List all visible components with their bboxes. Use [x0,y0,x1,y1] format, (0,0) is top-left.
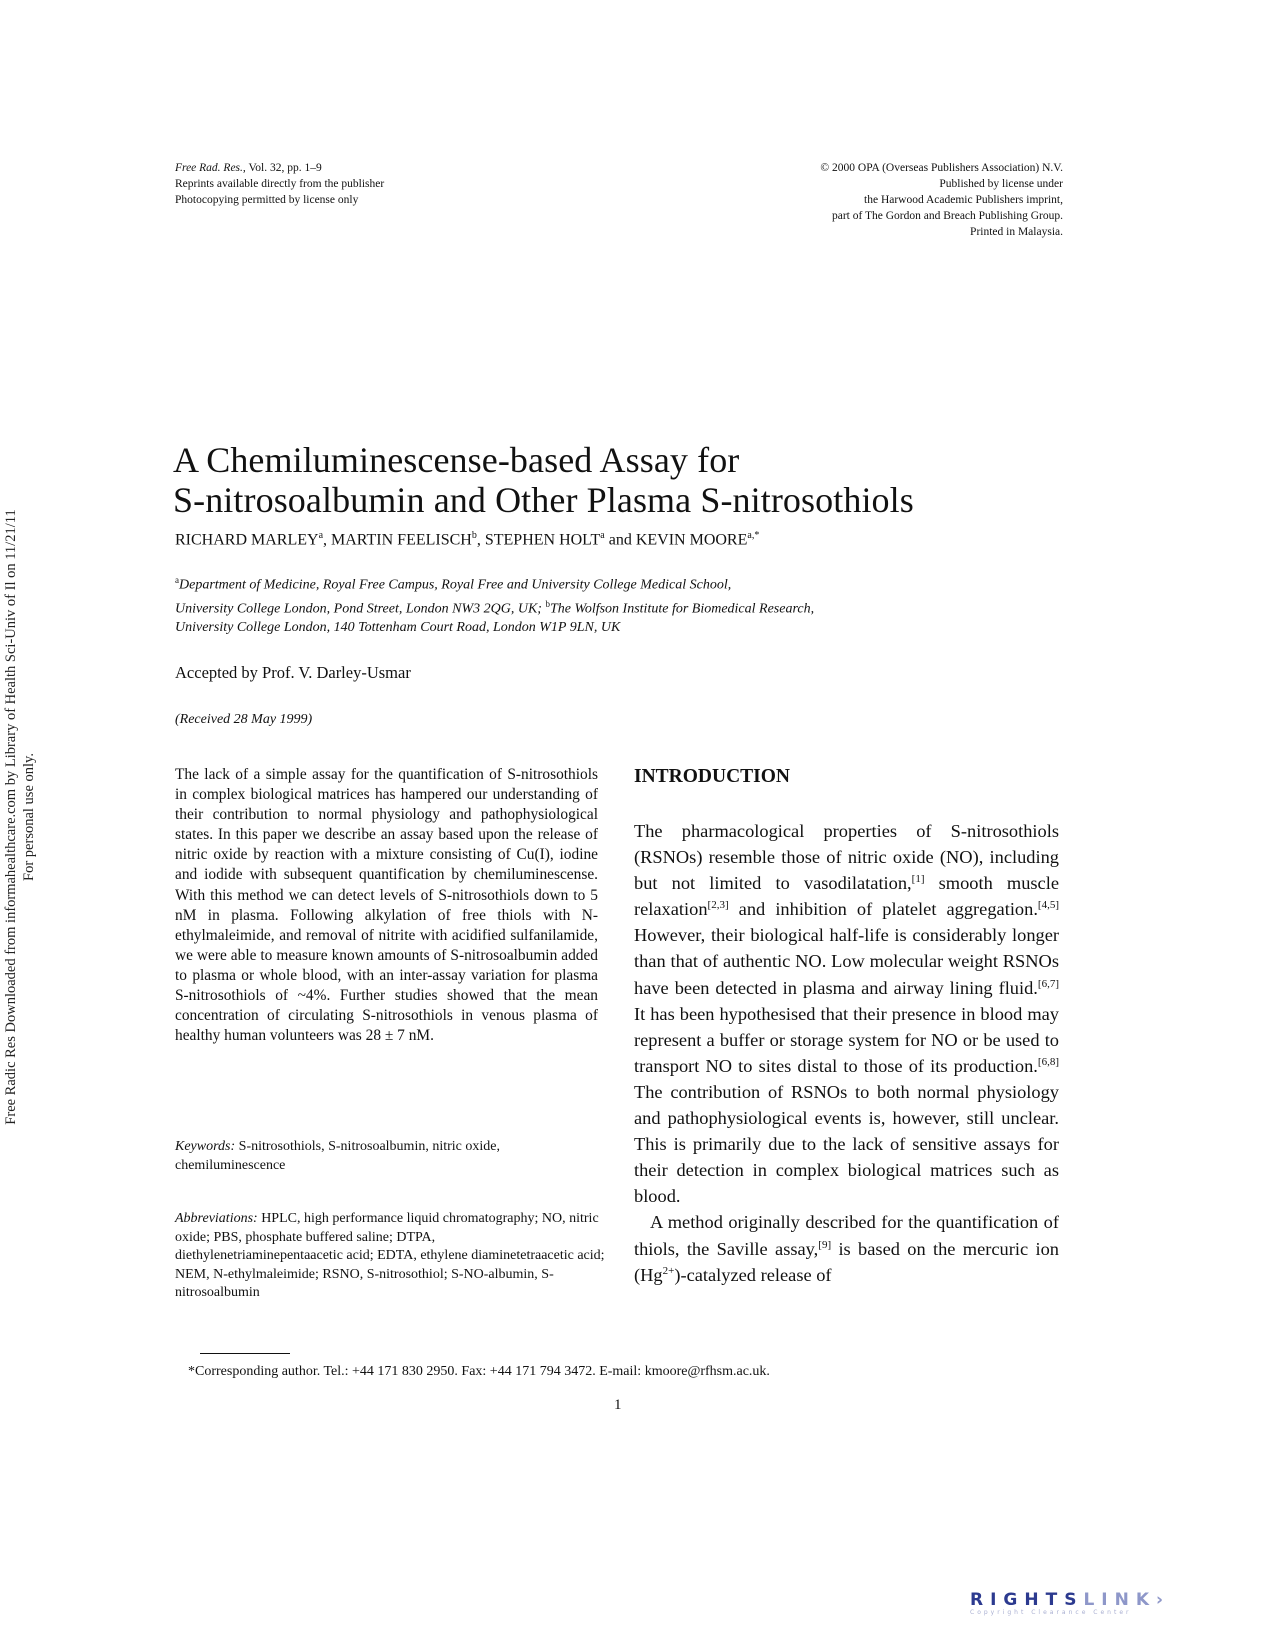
author-affiliation-mark: a,* [747,530,760,541]
affiliation-line: Department of Medicine, Royal Free Campus, Royal Free and University College Medical School, [179,577,732,593]
printed-in-line: Printed in Malaysia. [970,226,1063,238]
citation-ref: [2,3] [707,899,729,912]
photocopy-note: Photocopying permitted by license only [175,194,359,206]
journal-name: Free Rad. Res., [175,162,246,174]
author: STEPHEN HOLT [484,531,601,549]
paragraph [634,1209,1059,1287]
author-separator: , [323,531,332,549]
ion-charge: 2+ [662,1264,675,1277]
affiliation-line: University College London, Pond Street, London NW3 2QG, UK; [175,601,546,617]
abbreviations [175,1210,605,1303]
publisher-line: the Harwood Academic Publishers imprint, [864,194,1063,206]
publisher-line: part of The Gordon and Breach Publishing Group. [831,210,1063,222]
author: KEVIN MOORE [635,531,748,549]
author-list [175,530,759,549]
author-separator: and [604,531,636,549]
affiliations [175,571,814,637]
abbreviations-text: HPLC, high performance liquid chromatography; NO, nitric oxide; PBS, phosphate buffered saline; DTPA, diethylenetriaminepentaacetic acid; EDTA, ethylene diaminetetraacetic acid; NEM, N-ethylmaleimide; RSNO, S-nitrosothiol; S-NO-albumin, S-nitrosoalbumin [175,1211,605,1300]
watermark-line-1: Free Radic Res Downloaded from informahealthcare.com by Library of Health Sci-Univ of Il on 11/21/11 [3,509,19,1125]
affiliation-mark: b [545,598,550,609]
author-affiliation-mark: a [600,530,605,541]
journal-header-left [175,160,384,208]
author: RICHARD MARLEY [175,531,319,549]
abbreviations-label: Abbreviations: [175,1211,258,1226]
keywords-label: Keywords: [175,1139,236,1154]
citation-ref: [6,8] [1037,1055,1059,1068]
journal-citation [175,160,384,176]
rightslink-dark-text: RIGHTS [970,1590,1084,1610]
journal-volume: Vol. 32, pp. 1–9 [245,162,322,174]
affiliation-mark: a [175,575,179,585]
publisher-line: Published by license under [939,178,1063,190]
rightslink-wordmark [970,1590,1200,1610]
download-watermark [2,417,38,1217]
citation-ref: [9] [818,1238,832,1251]
footnote-divider [200,1353,290,1354]
citation-ref: [6,7] [1037,977,1059,990]
section-heading-introduction: INTRODUCTION [634,766,791,787]
abstract: The lack of a simple assay for the quantification of S-nitrosothiols in complex biological matrices has hampered our understanding of their contribution to normal physiology and pathophysiological states. In this paper we describe an assay based upon the release of nitric oxide by reaction with a mixture consisting of Cu(I), iodine and iodide with subsequent quantification by chemiluminescense. With this method we can detect levels of S-nitrosothiols down to 5 nM in plasma. Following alkylation of free thiols with N-ethylmaleimide, and removal of nitrite with acidified sulfanilamide, we were able to measure known amounts of S-nitrosoalbumin added to plasma or whole blood, with an inter-assay variation for plasma S-nitrosothiols of ~4%. Further studies showed that the mean concentration of circulating S-nitrosothiols in venous plasma of healthy human volunteers was 28 ± 7 nM. [175,766,598,1045]
rightslink-light-text: LINK [1083,1590,1156,1610]
affiliation-line: University College London, 140 Tottenham Court Road, London W1P 9LN, UK [175,620,621,636]
author-affiliation-mark: a [318,530,324,541]
reprints-note: Reprints available directly from the publisher [175,178,385,190]
text: )-catalyzed release of [674,1264,832,1285]
author-separator: , [476,531,485,549]
title-line-1: A Chemiluminescense-based Assay for [173,440,740,480]
text: A method originally described for the quantification of thiols, the Saville assay, [634,1212,1059,1259]
rightslink-logo[interactable] [970,1590,1200,1630]
citation-ref: [4,5] [1037,899,1059,912]
text: However, their biological half-life is considerably longer than that of authentic NO. Low molecular weight RSNOs have been detected in plasma and airway lining fluid. [634,925,1059,998]
title-line-2: S-nitrosoalbumin and Other Plasma S-nitrosothiols [173,480,914,520]
text: The pharmacological properties of S-nitrosothiols (RSNOs) resemble those of nitric oxide (NO), including but not limited to vasodilatation, [634,821,1059,894]
text: The contribution of RSNOs to both normal physiology and pathophysiological events is, however, still unclear. This is primarily due to the lack of sensitive assays for their detection in complex biological matrices such as blood. [634,1081,1059,1207]
publisher-header-right [820,160,1063,240]
accepted-by: Accepted by Prof. V. Darley-Usmar [175,663,411,682]
paper-title [173,440,914,520]
watermark-line-2: For personal use only. [21,753,37,881]
corresponding-author-footnote: *Corresponding author. Tel.: +44 171 830 2950. Fax: +44 171 794 3472. E-mail: kmoore@rfhsm.ac.uk. [188,1364,770,1379]
keywords [175,1138,605,1175]
rightslink-arrow-icon: › [1156,1590,1171,1610]
introduction-body [634,818,1059,1288]
text: is based on the mercuric ion (Hg [634,1238,1059,1285]
text: It has been hypothesised that their presence in blood may represent a buffer or storage system for NO or be used to transport NO to sites distal to those of its production. [634,1003,1059,1076]
author: MARTIN FEELISCH [331,531,472,549]
page-number: 1 [614,1397,622,1413]
received-date: (Received 28 May 1999) [175,712,313,727]
citation-ref: [1] [911,873,925,886]
rightslink-tagline: Copyright Clearance Center [970,1609,1132,1616]
copyright-line: © 2000 OPA (Overseas Publishers Association) N.V. [820,162,1063,174]
author-affiliation-mark: b [471,530,477,541]
text: and inhibition of platelet aggregation. [728,899,1038,920]
paragraph [634,818,1059,1209]
affiliation-line: The Wolfson Institute for Biomedical Research, [549,601,815,617]
keywords-text: S-nitrosothiols, S-nitrosoalbumin, nitric oxide, chemiluminescence [175,1139,500,1173]
text: smooth muscle relaxation [634,873,1059,920]
